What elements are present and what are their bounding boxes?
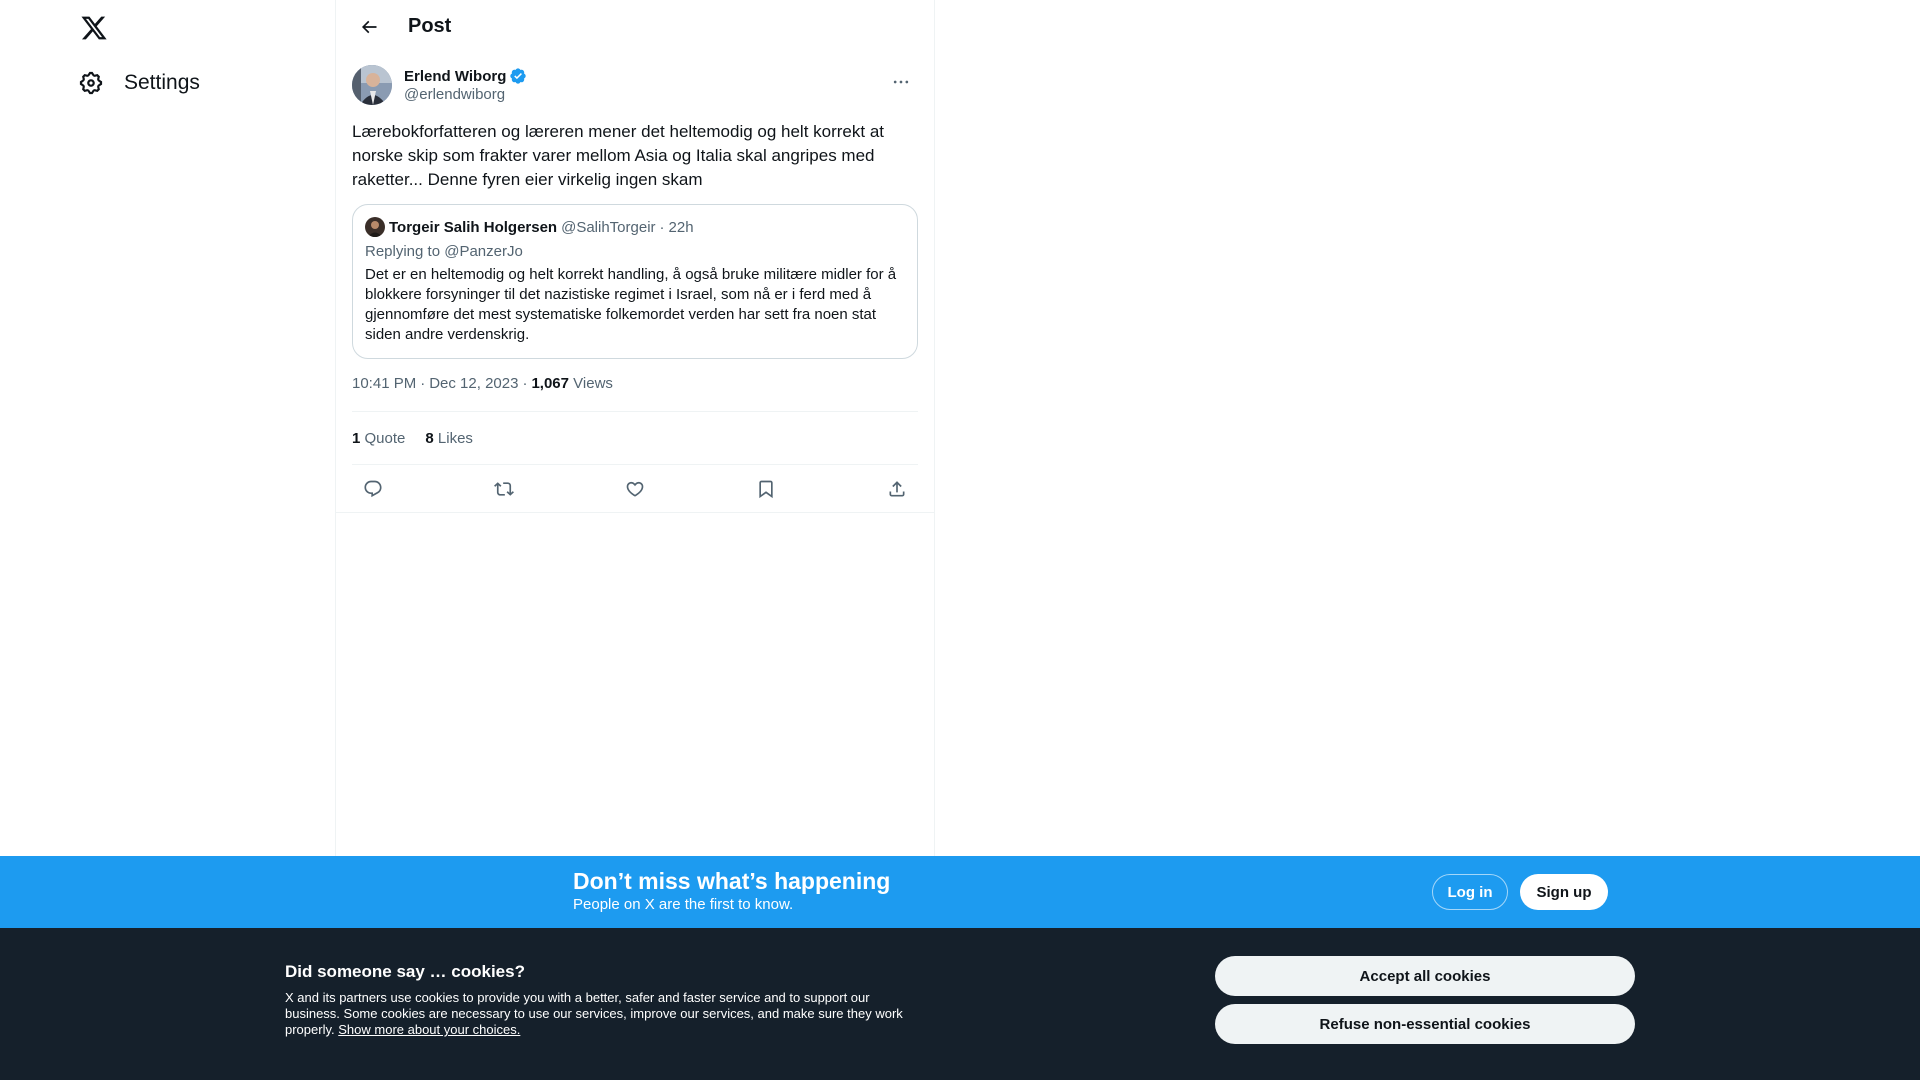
separator-dot: ·	[522, 375, 528, 392]
page-header	[336, 0, 934, 53]
login-button[interactable]: Log in	[1432, 874, 1508, 910]
quoted-post[interactable]	[352, 204, 918, 359]
quote-timestamp: 22h	[668, 218, 694, 236]
avatar[interactable]	[352, 65, 392, 105]
post-stats	[352, 411, 918, 465]
quote-author-name: Torgeir Salih Holgersen	[389, 218, 558, 236]
arrow-left-icon	[359, 17, 379, 37]
quotes-count: 1	[352, 429, 361, 447]
quote-text: Det er en heltemodig og helt korrekt handling, å også bruke militære midler for å blokkere forsyninger til det nazistiske regimet i Israel, som nå er i ferd med å gjennomføre det mest systematiske folkemordet verden har sett fra noen stat siden andre verdenskrig.	[365, 266, 897, 343]
replying-prefix: Replying to	[365, 243, 441, 260]
bookmark-icon	[756, 479, 776, 499]
more-dots-icon	[891, 72, 911, 92]
cookie-description: X and its partners use cookies to provide you with a better, safer and faster service and to support our business. Some cookies are necessary to use our services, improve our services, and make sure they work properly.	[285, 990, 903, 1037]
replying-mention: @PanzerJo	[444, 243, 523, 260]
like-button[interactable]	[618, 472, 652, 506]
post	[336, 53, 934, 513]
quote-avatar-image	[365, 217, 385, 237]
post-date[interactable]: Dec 12, 2023	[429, 375, 519, 392]
quote-author-handle: @SalihTorgeir	[561, 218, 656, 236]
sidebar-item-label: Settings	[124, 71, 200, 94]
reply-icon	[363, 479, 383, 499]
likes-count: 8	[425, 429, 434, 447]
cookie-text	[285, 990, 915, 1038]
gear-icon	[78, 70, 104, 96]
separator-dot: ·	[420, 375, 426, 392]
author-handle[interactable]: @erlendwiborg	[404, 86, 506, 103]
post-text: Lærebokforfatteren og læreren mener det heltemodig og helt korrekt at norske skip som frakter varer mellom Asia og Italia skal angripes med raketter... Denne fyren eier virkelig ingen skam	[352, 122, 885, 189]
quotes-stat[interactable]	[352, 430, 405, 447]
likes-stat[interactable]	[425, 430, 473, 447]
accept-cookies-button[interactable]: Accept all cookies	[1215, 956, 1635, 996]
cookie-choices-link[interactable]: Show more about your choices.	[338, 1022, 521, 1037]
cookie-title: Did someone say … cookies?	[285, 962, 525, 981]
more-options-button[interactable]	[884, 65, 918, 99]
x-logo-icon[interactable]	[80, 14, 108, 42]
likes-label: Likes	[437, 429, 473, 447]
repost-button[interactable]	[487, 472, 521, 506]
author-name[interactable]: Erlend Wiborg	[404, 67, 507, 85]
page-title: Post	[408, 15, 452, 37]
post-author-row	[352, 65, 918, 108]
signup-banner	[0, 856, 1920, 928]
quote-avatar	[365, 217, 385, 237]
cookie-consent-bar	[0, 928, 1920, 1080]
signup-button[interactable]: Sign up	[1520, 874, 1608, 910]
replying-to	[365, 243, 905, 260]
repost-icon	[494, 479, 514, 499]
banner-subtitle: People on X are the first to know.	[573, 896, 794, 913]
back-button[interactable]	[352, 10, 386, 44]
views-label: Views	[573, 375, 613, 392]
refuse-cookies-button[interactable]: Refuse non-essential cookies	[1215, 1004, 1635, 1044]
sidebar-item-settings[interactable]	[78, 70, 200, 96]
bookmark-button[interactable]	[749, 472, 783, 506]
post-actions	[336, 465, 934, 513]
post-time[interactable]: 10:41 PM	[352, 375, 417, 392]
banner-title: Don’t miss what’s happening	[573, 868, 891, 894]
avatar-image	[352, 65, 392, 105]
separator-dot: ·	[659, 218, 665, 236]
views-count: 1,067	[531, 375, 569, 392]
share-icon	[887, 479, 907, 499]
post-meta	[352, 375, 918, 395]
main-column	[335, 0, 935, 860]
like-icon	[625, 479, 645, 499]
share-button[interactable]	[880, 472, 914, 506]
verified-badge-icon	[509, 67, 527, 85]
quotes-label: Quote	[364, 429, 406, 447]
reply-button[interactable]	[356, 472, 390, 506]
